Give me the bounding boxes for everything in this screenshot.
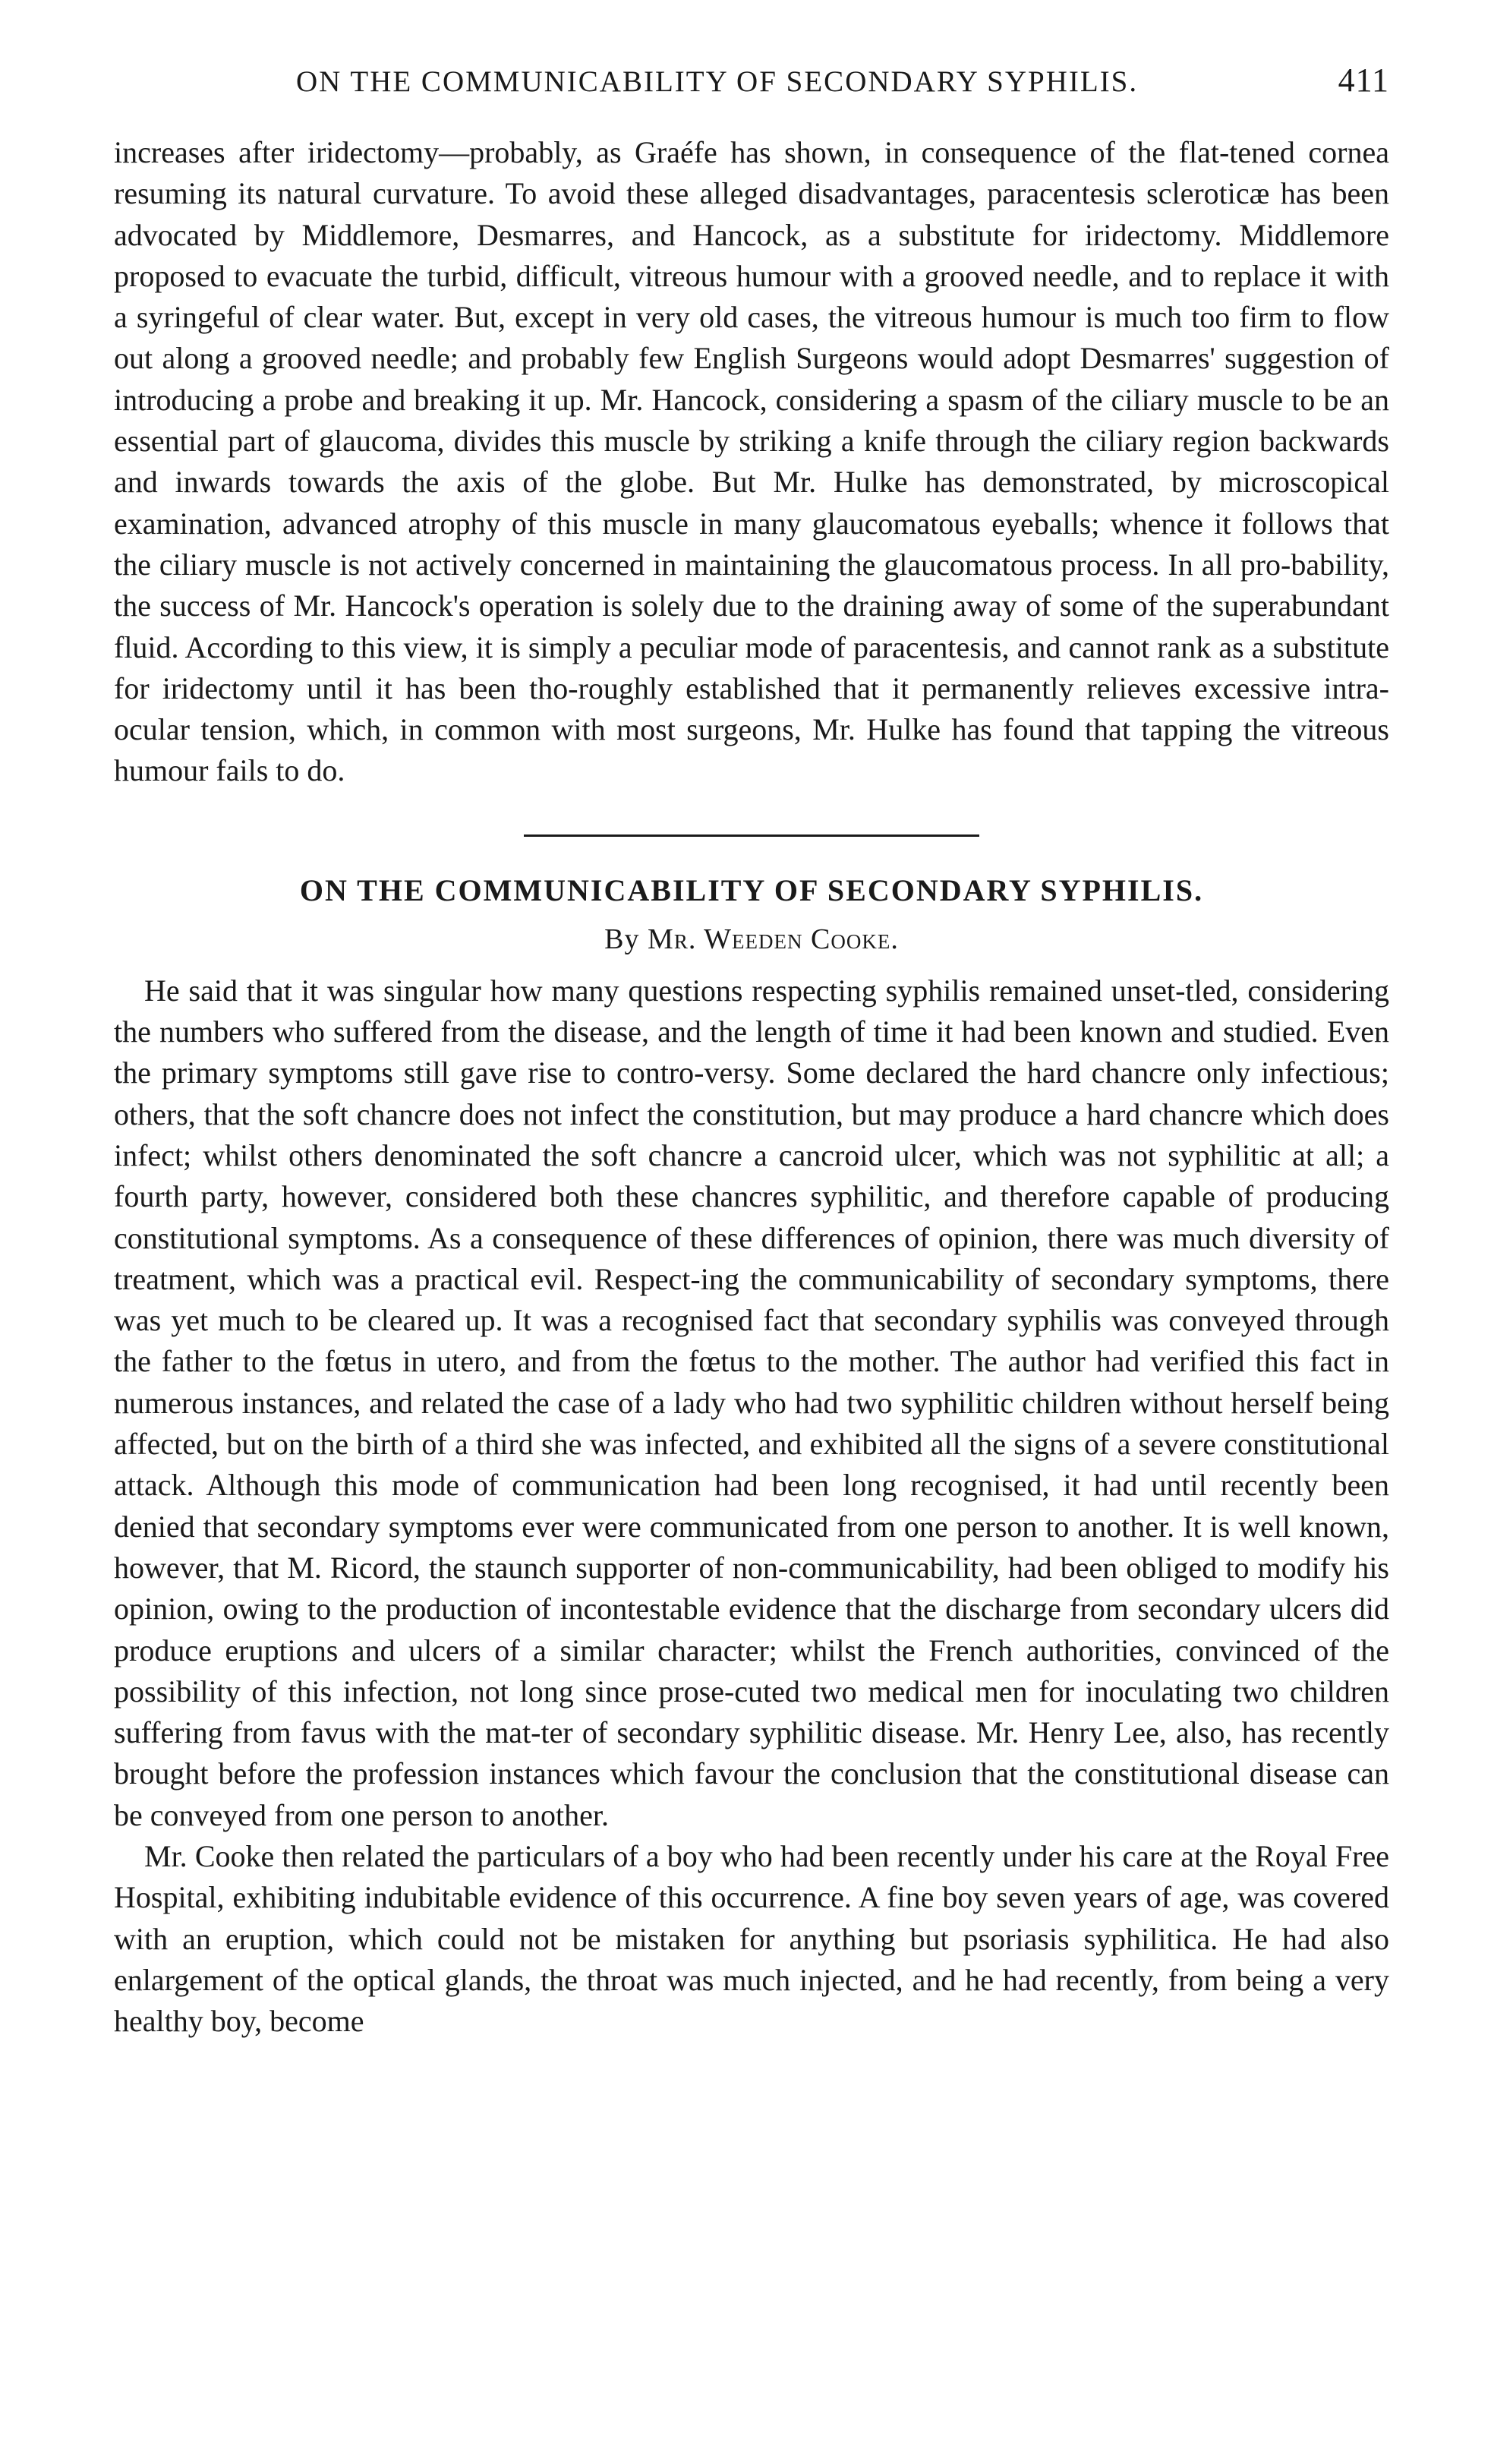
article-paragraph: He said that it was singular how many questions respecting syphilis remained unset-tled, considering the numbers who suffered from the disease, and the length of time it had been known and studied. Even the primary symptoms still gave rise to contro-versy. Some declared the hard chancre only infectious; others, that the soft chancre does not infect the constitution, but may produce a hard chancre which does infect; whilst others denominated the soft chancre a cancroid ulcer, which was not syphilitic at all; a fourth party, however, considered both these chancres syphilitic, and therefore capable of producing constitutional symptoms. As a consequence of these differences of opinion, there was much diversity of treatment, which was a practical evil. Respect-ing the communicability of secondary symptoms, there was yet much to be cleared up. It was a recognised fact that secondary syphilis was conveyed through the father to the fœtus in utero, and from the fœtus to the mother. The author had verified this fact in numerous instances, and related the case of a lady who had two syphilitic children without herself being affected, but on the birth of a third she was infected, and exhibited all the signs of a severe constitutional attack. Although this mode of communication had been long recognised, it had until recently been denied that secondary symptoms ever were communicated from one person to another. It is well known, however, that M. Ricord, the staunch supporter of non-communicability, had been obliged to modify his opinion, owing to the production of incontestable evidence that the discharge from secondary ulcers did produce eruptions and ulcers of a similar character; whilst the French authorities, convinced of the possibility of this infection, not long since prose-cuted two medical men for inoculating two children suffering from favus with the mat-ter of secondary syphilitic disease. Mr. Henry Lee, also, has recently brought before the profession instances which favour the conclusion that the constitutional disease can be conveyed from one person to another.: [114, 973, 1389, 1832]
byline-author: Mr. Weeden Cooke.: [648, 923, 899, 955]
byline: [114, 919, 1389, 960]
article-body: [114, 970, 1389, 2043]
article: [114, 870, 1389, 2043]
section-divider: [524, 834, 979, 837]
running-header: [114, 61, 1389, 121]
article-title: ON THE COMMUNICABILITY OF SECONDARY SYPHILIS.: [299, 872, 1204, 907]
running-title: ON THE COMMUNICABILITY OF SECONDARY SYPHILIS.: [296, 65, 1139, 98]
continued-paragraph: increases after iridectomy—probably, as Graéfe has shown, in consequence of the flat-tened cornea resuming its natural curvature. To avoid these alleged disadvantages, paracentesis scleroticæ has been advocated by Middlemore, Desmarres, and Hancock, as a substitute for iridectomy. Middlemore proposed to evacuate the turbid, difficult, vitreous humour with a grooved needle, and to replace it with a syringeful of clear water. But, except in very old cases, the vitreous humour is much too firm to flow out along a grooved needle; and probably few English Surgeons would adopt Desmarres' suggestion of introducing a probe and breaking it up. Mr. Hancock, considering a spasm of the ciliary muscle to be an essential part of glaucoma, divides this muscle by striking a knife through the ciliary region backwards and inwards towards the axis of the globe. But Mr. Hulke has demonstrated, by microscopical examination, advanced atrophy of this muscle in many glaucomatous eyeballs; whence it follows that the ciliary muscle is not actively concerned in maintaining the glaucomatous process. In all pro-bability, the success of Mr. Hancock's operation is solely due to the draining away of some of the superabundant fluid. According to this view, it is simply a peculiar mode of paracentesis, and cannot rank as a substitute for iridectomy until it has been tho-roughly established that it permanently relieves excessive intra-ocular tension, which, in common with most surgeons, Mr. Hulke has found that tapping the vitreous humour fails to do.: [114, 135, 1389, 788]
previous-article-end: [114, 132, 1389, 792]
journal-page: [114, 61, 1389, 2042]
page-number: 411: [1338, 62, 1389, 99]
byline-prefix: By: [604, 923, 640, 955]
article-paragraph: Mr. Cooke then related the particulars of a boy who had been recently under his care at the Royal Free Hospital, exhibiting indubitable evidence of this occurrence. A fine boy seven years of age, was covered with an eruption, which could not be mistaken for anything but psoriasis syphilitica. He had also enlargement of the optical glands, the throat was much injected, and he had recently, from being a very healthy boy, become: [114, 1838, 1389, 2039]
